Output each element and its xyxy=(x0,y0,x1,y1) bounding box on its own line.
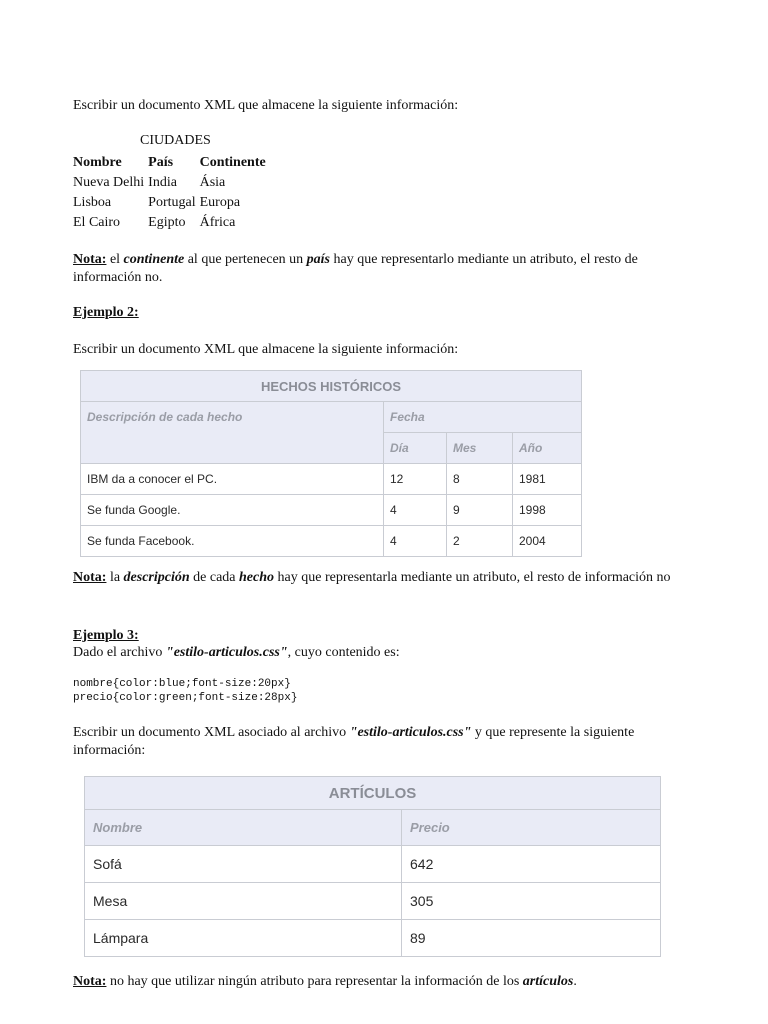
col-fecha: Fecha xyxy=(384,402,582,433)
nota-label: Nota: xyxy=(73,570,107,585)
col-nombre: Nombre xyxy=(85,810,402,846)
cell-anio: 2004 xyxy=(513,526,582,557)
nota-3 xyxy=(73,973,695,991)
nota-emphasis: artículos xyxy=(522,974,574,989)
table-row xyxy=(81,495,582,526)
cell-nombre: Lisboa xyxy=(73,195,112,210)
nota-emphasis: hecho xyxy=(239,570,275,585)
nota-text: no hay que utilizar ningún atributo para representar la información de los xyxy=(106,974,523,989)
col-precio: Precio xyxy=(402,810,661,846)
cell-precio: 642 xyxy=(402,846,661,883)
nota-text: hay que representarlo mediante un atributo, el resto de información no. xyxy=(73,252,638,285)
section-title: Ejemplo 2: xyxy=(73,305,139,320)
col-descripcion: Descripción de cada hecho xyxy=(81,402,384,464)
nota-text: la xyxy=(106,570,124,585)
ciudades-table xyxy=(73,153,270,233)
ciudades-caption: CIUDADES xyxy=(140,133,211,148)
cell-anio: 1998 xyxy=(513,495,582,526)
cell-nombre: Lámpara xyxy=(85,920,402,957)
intro-text: Escribir un documento XML que almacene la siguiente información: xyxy=(73,98,459,113)
table-row xyxy=(73,213,270,233)
cell-descripcion: Se funda Facebook. xyxy=(81,526,384,557)
cell-precio: 305 xyxy=(402,883,661,920)
nota-2 xyxy=(73,569,695,587)
col-mes: Mes xyxy=(447,433,513,464)
cell-descripcion: Se funda Google. xyxy=(81,495,384,526)
cell-dia: 12 xyxy=(384,464,447,495)
col-anio: Año xyxy=(513,433,582,464)
hechos-historicos-table xyxy=(80,370,582,557)
file-name: "estilo-articulos.css" xyxy=(349,725,472,740)
cell-descripcion: IBM da a conocer el PC. xyxy=(81,464,384,495)
nota-text: hay que representarla mediante un atributo, el resto de información no xyxy=(274,570,671,585)
ciudades-header-row xyxy=(73,153,270,173)
articulos-table xyxy=(84,776,661,957)
cell-continente: África xyxy=(199,215,236,230)
body-text: , cuyo contenido es: xyxy=(287,645,400,660)
nota-emphasis: descripción xyxy=(123,570,190,585)
cell-dia: 4 xyxy=(384,526,447,557)
body-text: Dado el archivo xyxy=(73,645,166,660)
table-row xyxy=(73,193,270,213)
nota-label: Nota: xyxy=(73,252,107,267)
cell-nombre: Sofá xyxy=(85,846,402,883)
cell-nombre: Nueva Delhi xyxy=(73,175,145,190)
ejemplo-3-line2 xyxy=(73,724,695,760)
table-row xyxy=(85,920,661,957)
cell-continente: Europa xyxy=(199,195,241,210)
cell-dia: 4 xyxy=(384,495,447,526)
ejemplo-2-intro: Escribir un documento XML que almacene la siguiente información: xyxy=(73,342,459,357)
header-continente: Continente xyxy=(199,155,266,170)
cell-precio: 89 xyxy=(402,920,661,957)
cell-mes: 2 xyxy=(447,526,513,557)
col-dia: Día xyxy=(384,433,447,464)
table-title: HECHOS HISTÓRICOS xyxy=(81,371,582,402)
cell-pais: India xyxy=(148,175,177,190)
cell-pais: Egipto xyxy=(148,215,186,230)
nota-label: Nota: xyxy=(73,974,107,989)
body-text: Escribir un documento XML asociado al archivo xyxy=(73,725,350,740)
code-line-1: nombre{color:blue;font-size:20px} xyxy=(73,678,291,690)
nota-emphasis: país xyxy=(306,252,331,267)
table-row xyxy=(85,883,661,920)
header-pais: País xyxy=(148,155,174,170)
header-nombre: Nombre xyxy=(73,155,122,170)
section-title: Ejemplo 3: xyxy=(73,628,139,643)
file-name: "estilo-articulos.css" xyxy=(165,645,288,660)
cell-anio: 1981 xyxy=(513,464,582,495)
nota-1 xyxy=(73,251,695,287)
table-row xyxy=(73,173,270,193)
body-text: y que represente la siguiente información: xyxy=(73,725,635,758)
nota-text: de cada xyxy=(189,570,240,585)
cell-nombre: Mesa xyxy=(85,883,402,920)
table-row xyxy=(81,526,582,557)
cell-nombre: El Cairo xyxy=(73,215,121,230)
cell-pais: Portugal xyxy=(148,195,196,210)
cell-mes: 8 xyxy=(447,464,513,495)
table-row xyxy=(85,846,661,883)
ejemplo-2-title xyxy=(73,304,695,322)
cell-mes: 9 xyxy=(447,495,513,526)
nota-emphasis: continente xyxy=(123,252,185,267)
table-title: ARTÍCULOS xyxy=(85,777,661,810)
cell-continente: Ásia xyxy=(199,175,226,190)
ejemplo-3-title xyxy=(73,627,695,645)
code-line-2: precio{color:green;font-size:28px} xyxy=(73,692,298,704)
nota-text: al que pertenecen un xyxy=(184,252,307,267)
nota-text: el xyxy=(106,252,124,267)
nota-text: . xyxy=(573,974,577,989)
ejemplo-3-line1 xyxy=(73,644,695,662)
table-row xyxy=(81,464,582,495)
